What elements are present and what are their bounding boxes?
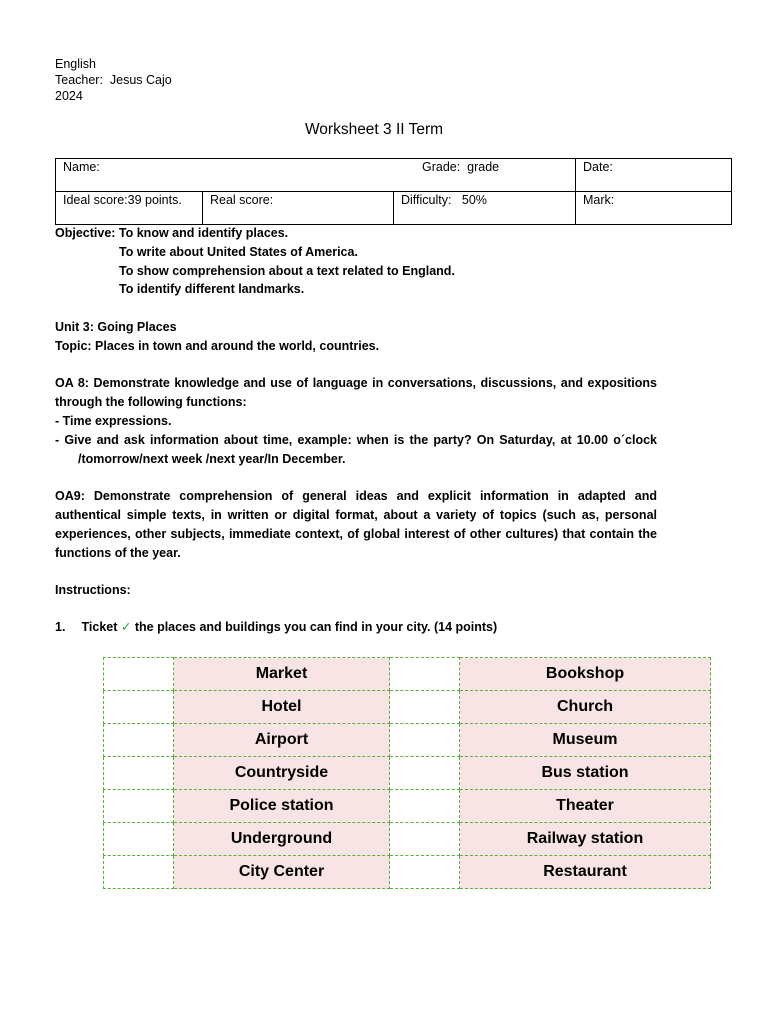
tick-box[interactable] [390,790,460,823]
place-label: City Center [174,856,390,889]
place-label: Hotel [174,691,390,724]
place-label: Countryside [174,757,390,790]
objective-line: To write about United States of America. [119,244,358,259]
question-1 [55,619,497,634]
tick-box[interactable] [104,856,174,889]
question-number: 1. [55,620,66,634]
place-label: Bus station [460,757,711,790]
tick-box[interactable] [390,658,460,691]
document-header [55,56,172,104]
checkmark-icon: ✓ [120,620,132,634]
mark-field[interactable]: Mark: [576,192,732,225]
table-row [104,856,711,889]
grade-label: Grade: grade [422,160,500,174]
objective-line: Objective: To know and identify places. [55,226,289,240]
instructions-heading: Instructions: [55,583,131,598]
oa8-bullet-continuation: /tomorrow/next week /next year/In December. [78,451,346,466]
topic-line: Topic: Places in town and around the world, countries. [55,338,380,353]
table-row [104,658,711,691]
tick-box[interactable] [390,757,460,790]
place-label: Railway station [460,823,711,856]
tick-box[interactable] [390,724,460,757]
place-label: Restaurant [460,856,711,889]
tick-box[interactable] [104,823,174,856]
oa9-paragraph: OA9: Demonstrate comprehension of general ideas and explicit information in adapted and authentical simple texts, in written or digital format, about a variety of topics (such as, personal experiences, other subjects, immediate context, of global interest of other cultures) that contain the functions of the year. [55,489,657,560]
year-label: 2024 [55,89,83,103]
tick-box[interactable] [104,658,174,691]
tick-box[interactable] [104,757,174,790]
worksheet-title: Worksheet 3 II Term [304,121,444,138]
student-info-table [55,158,732,225]
worksheet-body [55,224,657,600]
tick-box[interactable] [104,691,174,724]
date-field[interactable]: Date: [576,159,732,192]
tick-box[interactable] [390,856,460,889]
places-checklist-table [103,657,711,889]
oa8-bullet: - Time expressions. [55,413,172,428]
oa8-bullet: - Give and ask information about time, example: when is the party? On Saturday, at 10.00 o´clock [55,432,657,447]
tick-box[interactable] [390,691,460,724]
question-text: the places and buildings you can find in your city. (14 points) [134,620,498,634]
place-label: Police station [174,790,390,823]
table-row [104,790,711,823]
objective-line: To identify different landmarks. [119,282,305,297]
place-label: Church [460,691,711,724]
objective-line: To show comprehension about a text related to England. [119,263,455,278]
real-score-field[interactable]: Real score: [203,192,394,225]
tick-box[interactable] [104,724,174,757]
table-row [104,757,711,790]
unit-title: Unit 3: Going Places [55,319,177,334]
place-label: Museum [460,724,711,757]
tick-box[interactable] [390,823,460,856]
difficulty-cell: Difficulty: 50% [394,192,576,225]
name-field[interactable] [56,159,576,192]
place-label: Theater [460,790,711,823]
ideal-score-cell: Ideal score:39 points. [56,192,203,225]
place-label: Market [174,658,390,691]
question-text: Ticket [81,620,118,634]
place-label: Underground [174,823,390,856]
tick-box[interactable] [104,790,174,823]
teacher-label: Teacher: Jesus Cajo [55,73,172,87]
place-label: Airport [174,724,390,757]
oa8-paragraph: OA 8: Demonstrate knowledge and use of language in conversations, discussions, and expositions through the following functions: [55,376,657,410]
subject-label: English [55,57,96,71]
table-row [104,724,711,757]
name-label: Name: [63,160,100,174]
table-row [104,823,711,856]
place-label: Bookshop [460,658,711,691]
table-row [104,691,711,724]
